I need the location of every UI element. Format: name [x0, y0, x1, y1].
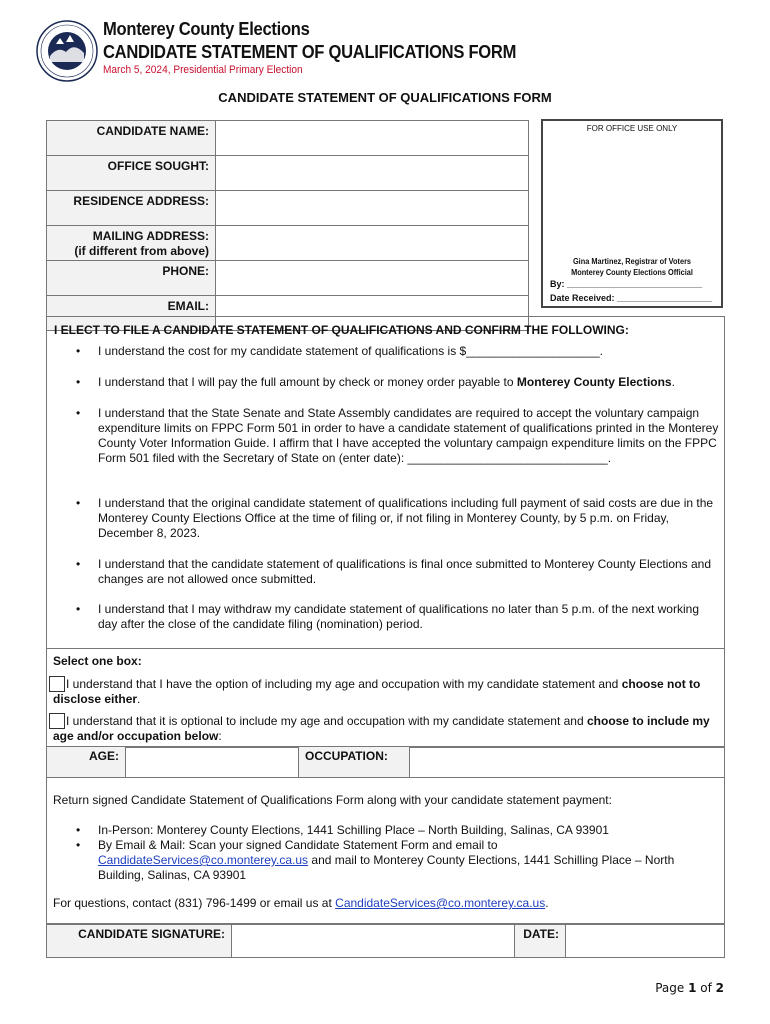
- option-disclose-text: [53, 714, 721, 744]
- office-use-box: [541, 119, 723, 308]
- mailing-note: (if different from above): [74, 244, 209, 258]
- return-intro: Return signed Candidate Statement of Qualifications Form along with your candidate statement payment:: [53, 793, 612, 807]
- elect-heading: I ELECT TO FILE A CANDIDATE STATEMENT OF QUALIFICATIONS AND CONFIRM THE FOLLOWING:: [54, 323, 629, 337]
- elections-official: Monterey County Elections Official: [571, 268, 693, 277]
- org-name: Monterey County Elections: [103, 19, 310, 39]
- form-title: CANDIDATE STATEMENT OF QUALIFICATIONS FORM: [103, 42, 517, 62]
- mailing-address-label: [47, 226, 216, 261]
- page-total: 2: [715, 981, 724, 995]
- option-not-disclose-text: [53, 677, 721, 707]
- questions-line: [53, 896, 549, 910]
- elect-item-cost: I understand the cost for my candidate statement of qualifications is $____________________.: [98, 344, 604, 358]
- bullet: •: [76, 602, 81, 616]
- questions-period: .: [545, 896, 549, 910]
- bullet: •: [76, 823, 81, 837]
- residence-address-label: RESIDENCE ADDRESS:: [47, 191, 216, 226]
- payable-to: Monterey County Elections: [516, 375, 672, 389]
- mailing-address-text: MAILING ADDRESS:: [92, 229, 209, 243]
- office-sought-field[interactable]: [216, 156, 529, 191]
- page-current: 1: [688, 981, 697, 995]
- county-seal-logo: [36, 20, 98, 82]
- age-field[interactable]: [126, 747, 299, 778]
- candidate-name-label: CANDIDATE NAME:: [47, 121, 216, 156]
- payment-text: I understand that I will pay the full amount by check or money order payable to: [98, 375, 514, 389]
- bullet: •: [76, 496, 81, 510]
- return-email-mail: [98, 838, 708, 883]
- option-1-period: .: [137, 692, 141, 706]
- page-prefix: Page: [655, 981, 689, 995]
- payment-period: .: [671, 375, 675, 389]
- elect-item-final: I understand that the candidate statement of qualifications is final once submitted to Monterey County Elections and changes are not allowed once submitted.: [98, 557, 712, 586]
- registrar-block: [550, 256, 714, 278]
- bullet: •: [76, 557, 81, 571]
- phone-field[interactable]: [216, 261, 529, 296]
- questions-text: For questions, contact (831) 796-1499 or email us at: [53, 896, 336, 910]
- option-1-text: I understand that I have the option of including my age and occupation with my candidate statement and: [66, 677, 622, 691]
- candidate-name-field[interactable]: [216, 121, 529, 156]
- age-label: AGE:: [47, 747, 126, 778]
- signature-table: [46, 924, 725, 958]
- elect-section: [46, 316, 725, 649]
- select-heading: Select one box:: [53, 654, 142, 668]
- option-2-colon: :: [218, 729, 222, 743]
- bullet: •: [76, 375, 81, 389]
- date-field[interactable]: [566, 925, 725, 958]
- signature-label: CANDIDATE SIGNATURE:: [47, 925, 232, 958]
- mailing-address-field[interactable]: [216, 226, 529, 261]
- bullet: •: [76, 344, 81, 358]
- registrar-name: Gina Martinez, Registrar of Voters: [572, 257, 692, 266]
- option-2-bold: choose to include my age and/or occupation below: [53, 714, 710, 743]
- option-1-bold: choose not to disclose either: [53, 677, 701, 706]
- email-label: EMAIL:: [47, 296, 216, 331]
- candidate-services-email-link[interactable]: CandidateServices@co.monterey.ca.us: [98, 853, 309, 867]
- phone-label: PHONE:: [47, 261, 216, 296]
- date-label: DATE:: [515, 925, 566, 958]
- office-sought-label: OFFICE SOUGHT:: [47, 156, 216, 191]
- main-title: CANDIDATE STATEMENT OF QUALIFICATIONS FORM: [218, 90, 552, 105]
- email-mail-text: By Email & Mail: Scan your signed Candidate Statement Form and email to: [98, 838, 498, 852]
- page-of: of: [696, 981, 716, 995]
- elect-item-expenditure: I understand that the State Senate and State Assembly candidates are required to accept the voluntary campaign expenditure limits on FPPC Form 501 in order to have a candidate statement of qualifications printed in the Monterey County Voter Information Guide. I affirm that I have accepted the voluntary campaign expenditure limits on the FPPC Form 501 filed with the Secretary of State on (enter date): ______________________________.: [98, 406, 719, 465]
- age-occupation-table: [46, 746, 725, 778]
- residence-address-field[interactable]: [216, 191, 529, 226]
- bullet: •: [76, 406, 81, 420]
- bullet: •: [76, 838, 81, 852]
- email-mail-text-2: and mail to Monterey County Elections, 1441 Schilling Place – North Building, Salinas, CA 93901: [98, 853, 675, 882]
- occupation-label: OCCUPATION:: [299, 747, 410, 778]
- signature-field[interactable]: [232, 925, 515, 958]
- by-line: By: ___________________________: [550, 279, 703, 289]
- page-number: [655, 981, 724, 995]
- candidate-info-table: [46, 120, 529, 331]
- return-in-person: In-Person: Monterey County Elections, 1441 Schilling Place – North Building, Salinas, CA 93901: [98, 823, 609, 837]
- option-2-text: I understand that it is optional to include my age and occupation with my candidate statement and: [66, 714, 587, 728]
- date-received-line: Date Received: ___________________: [550, 293, 713, 303]
- questions-email-link[interactable]: CandidateServices@co.monterey.ca.us: [335, 896, 546, 910]
- elect-item-due: I understand that the original candidate statement of qualifications including full payment of said costs are due in the Monterey County Elections Office at the time of filing or, if not filing in Monterey County, by 5 p.m. on Friday, December 8, 2023.: [98, 496, 714, 540]
- elect-item-payment: [98, 375, 720, 390]
- election-name: March 5, 2024, Presidential Primary Election: [103, 64, 303, 76]
- office-use-title: FOR OFFICE USE ONLY: [586, 124, 678, 133]
- elect-item-withdraw: I understand that I may withdraw my candidate statement of qualifications no later than 5 p.m. of the next working day after the close of the candidate filing (nomination) period.: [98, 602, 699, 631]
- occupation-field[interactable]: [410, 747, 725, 778]
